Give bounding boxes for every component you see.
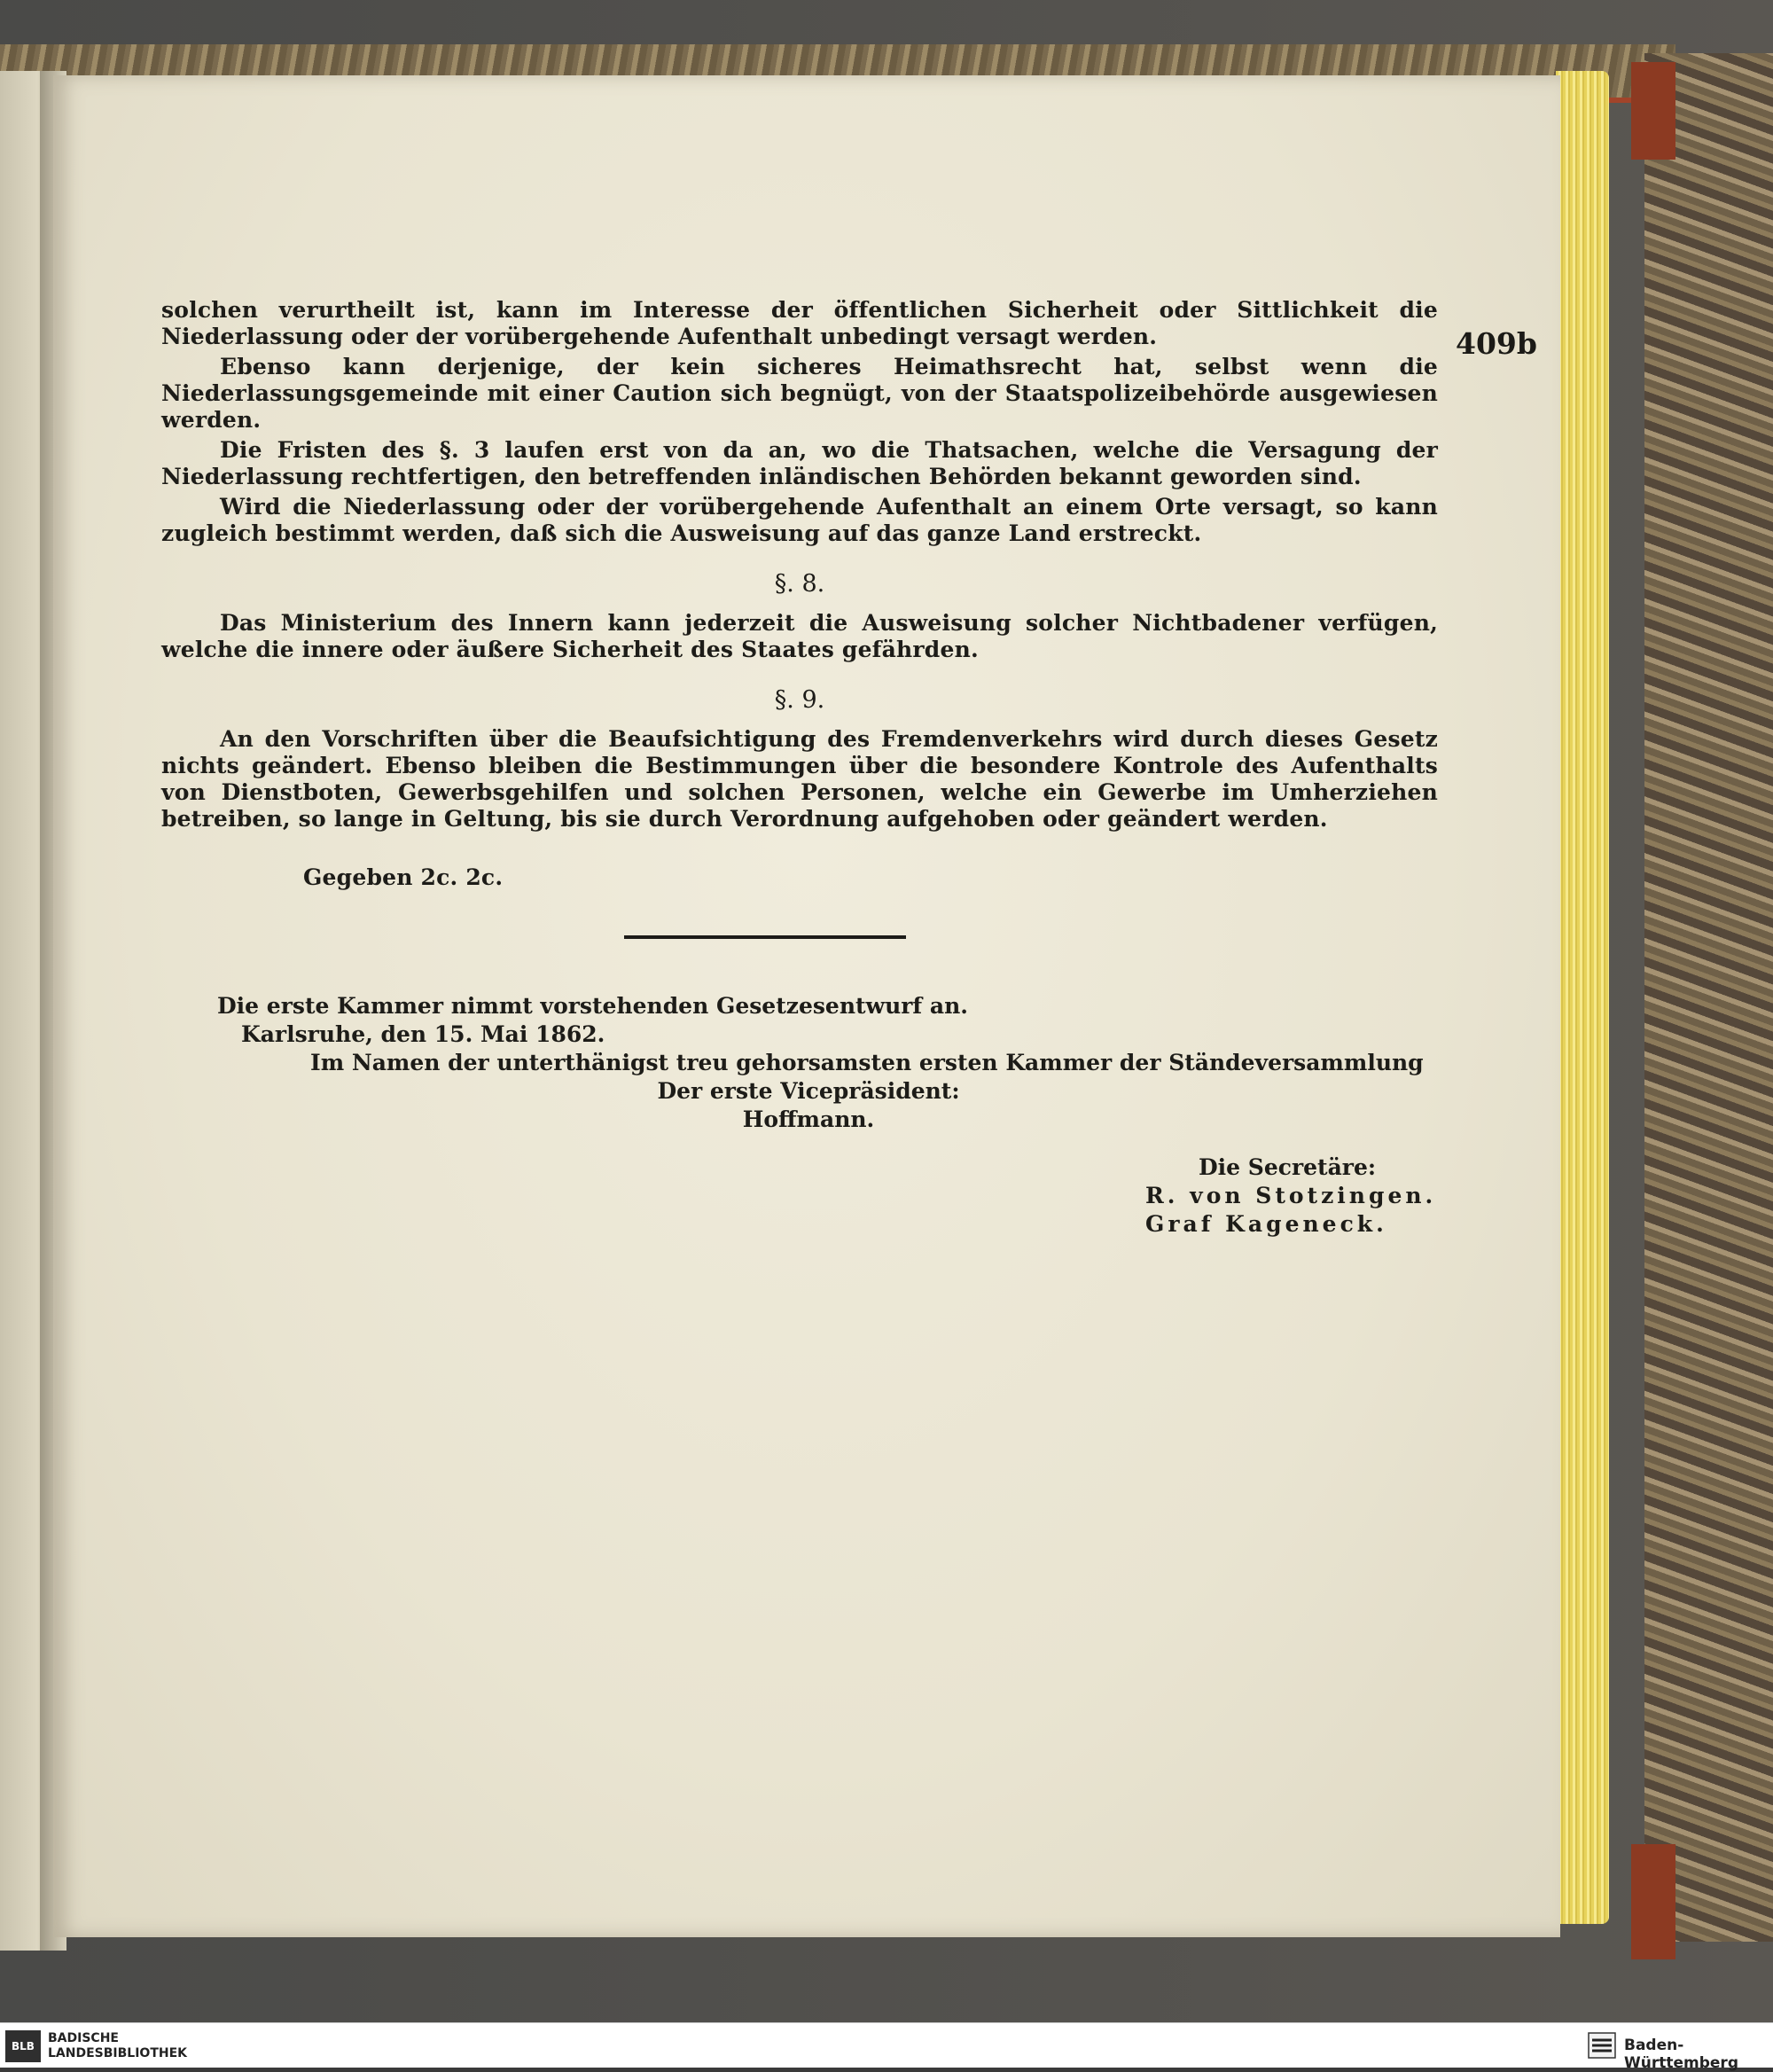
baden-wuerttemberg-label[interactable]: Baden-Württemberg — [1624, 2037, 1738, 2072]
page-edges-yellow — [1556, 71, 1609, 1924]
section-9-heading: §. 9. — [774, 686, 825, 714]
signoff-block — [161, 992, 1438, 1239]
leather-corner-bottom — [1631, 1844, 1675, 1959]
paragraph-continuation: solchen verurtheilt ist, kann im Interesse der öffentlichen Sicherheit oder Sittlichkeit die Niederlassung oder der vorübergehende Aufenthalt unbedingt versagt werden. — [161, 297, 1438, 349]
secretary-stotzingen: R. von Stotzingen. — [1145, 1183, 1437, 1208]
viewer-footer — [0, 2022, 1773, 2072]
secretaries-label: Die Secretäre: — [1199, 1154, 1377, 1180]
blb-library-name[interactable] — [48, 2031, 187, 2061]
blb-line-1: BADISCHE — [48, 2031, 119, 2045]
paragraph-heimathsrecht: Ebenso kann derjenige, der kein sicheres Heimathsrecht hat, selbst wenn die Niederlassungsgemeinde mit einer Caution sich begnügt, von der Staatspolizeibehörde ausgewiesen werden. — [161, 354, 1438, 433]
secretaries-block — [1145, 1153, 1438, 1239]
section-8-text: Das Ministerium des Innern kann jederzeit die Ausweisung solcher Nichtbadener verfügen, welche die innere oder äußere Sicherheit des Staates gefährden. — [161, 610, 1438, 662]
vice-president-label: Der erste Vicepräsident: — [657, 1078, 960, 1104]
blb-logo-icon[interactable]: BLB — [5, 2030, 41, 2062]
horizontal-rule — [624, 935, 906, 939]
section-8-heading: §. 8. — [774, 570, 825, 598]
vice-president-name: Hoffmann. — [742, 1106, 875, 1132]
section-9-text: An den Vorschriften über die Beaufsichtigung des Fremdenverkehrs wird durch dieses Gesetz nichts geändert. Ebenso bleiben die Bestimmungen über die besondere Kontrole des Aufenthalts von Dienstboten, Gewerbsgehilfen und solchen Personen, welche ein Gewerbe im Umherziehen betreiben, so lange in Geltung, bis sie durch Verordnung aufgehoben oder geändert werden. — [161, 726, 1438, 832]
book-page — [53, 75, 1560, 1937]
chamber-name-line: Im Namen der unterthänigst treu gehorsamsten ersten Kammer der Ständeversammlung — [310, 1050, 1424, 1075]
paragraph-fristen: Die Fristen des §. 3 laufen erst von da an, wo die Thatsachen, welche die Versagung der Niederlassung rechtfertigen, den betreffenden inländischen Behörden bekannt geworden sind. — [161, 437, 1438, 489]
blb-line-2: LANDESBIBLIOTHEK — [48, 2046, 188, 2060]
adoption-statement: Die erste Kammer nimmt vorstehenden Gesetzesentwurf an. — [217, 993, 968, 1019]
book-cover-right-edge — [1644, 53, 1773, 1942]
given-clause: Gegeben 2c. 2c. — [303, 864, 504, 890]
page-text-block — [161, 297, 1438, 1239]
secretary-kageneck: Graf Kageneck. — [1145, 1211, 1387, 1237]
place-date: Karlsruhe, den 15. Mai 1862. — [241, 1021, 605, 1047]
page-number: 409b — [1456, 326, 1537, 361]
leather-corner-top — [1631, 62, 1675, 160]
baden-wuerttemberg-crest-icon[interactable] — [1587, 2031, 1617, 2060]
paragraph-ausweisung-land: Wird die Niederlassung oder der vorübergehende Aufenthalt an einem Orte versagt, so kann zugleich bestimmt werden, daß sich die Ausweisung auf das ganze Land erstreckt. — [161, 494, 1438, 546]
